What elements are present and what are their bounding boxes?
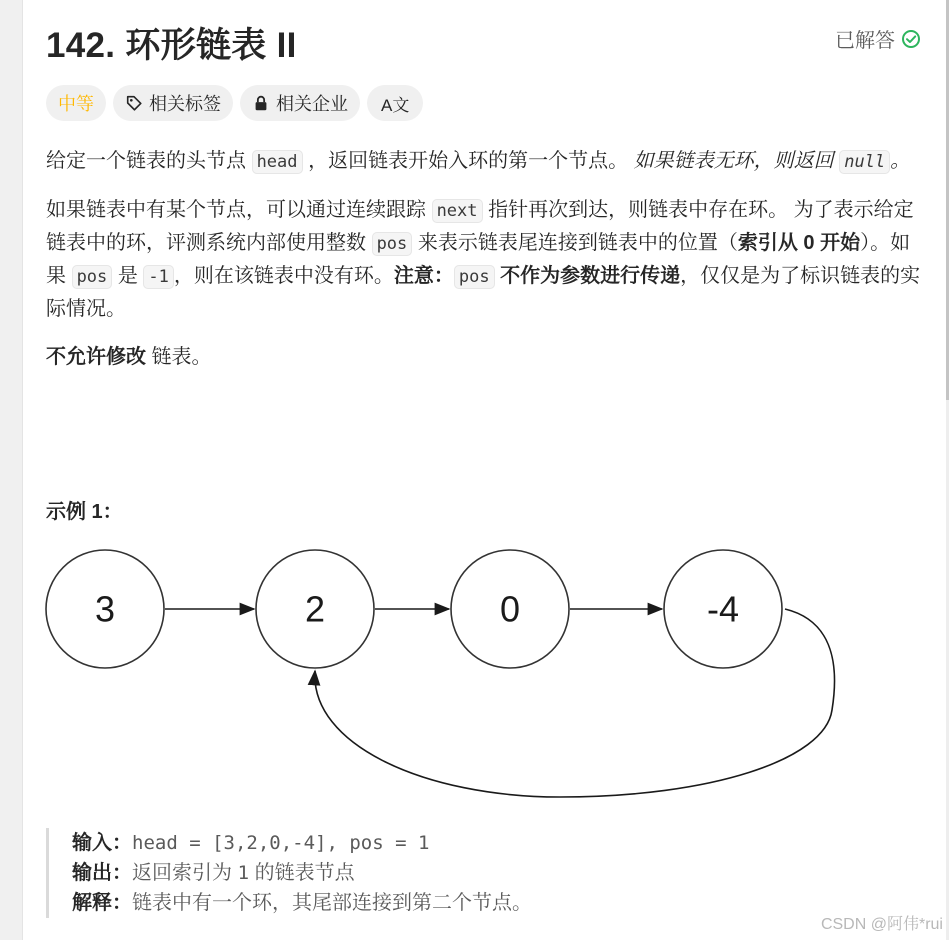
- node-label: 3: [94, 588, 116, 630]
- inline-code: -1: [143, 265, 173, 289]
- tag-bar: [46, 85, 423, 121]
- example-input-row: [72, 828, 532, 858]
- input-label: 输入：: [72, 832, 132, 854]
- bold-text: 不允许修改: [46, 346, 146, 368]
- text: 是: [112, 265, 144, 287]
- output-code: 1: [237, 862, 250, 884]
- node-label: -4: [706, 588, 740, 630]
- description-paragraph-2: [46, 194, 926, 325]
- watermark: CSDN @阿伟*rui: [820, 916, 943, 933]
- tag-icon: [125, 94, 143, 112]
- left-panel-edge: [0, 0, 23, 940]
- text: 来表示链表尾连接到链表中的位置（: [412, 232, 738, 254]
- example-title: 示例 1：: [46, 501, 123, 523]
- output-label: 输出：: [72, 862, 132, 884]
- bold-text: 注意：: [393, 265, 454, 287]
- related-companies-label: 相关企业: [276, 94, 348, 114]
- text: 给定一个链表的头节点: [46, 150, 252, 172]
- node-label: 2: [304, 588, 326, 630]
- description-paragraph-3: [46, 341, 926, 373]
- inline-code: pos: [72, 265, 113, 289]
- bold-text: 索引从 0 开始: [737, 232, 861, 254]
- inline-code: pos: [372, 232, 413, 256]
- inline-code: pos: [454, 265, 495, 289]
- input-value: head = [3,2,0,-4], pos = 1: [132, 832, 430, 854]
- example-explanation-row: [72, 888, 532, 918]
- explanation-value: 链表中有一个环，其尾部连接到第二个节点。: [132, 892, 532, 914]
- output-text: 的链表节点: [249, 862, 355, 884]
- problem-title: 142. 环形链表 II: [46, 26, 297, 65]
- text: ，则在该链表中没有环。: [173, 265, 394, 287]
- linked-list-diagram: [40, 545, 850, 815]
- text: 指针再次到达，则链表中存在环。 为了表示给定链表中的环，评测系统内部使用整数: [46, 199, 914, 254]
- output-text: 返回索引为: [132, 862, 238, 884]
- check-circle-icon: [901, 29, 921, 49]
- related-topics-button[interactable]: [113, 85, 233, 121]
- bold-text: 不作为参数进行传递: [494, 265, 681, 287]
- inline-code: head: [252, 150, 303, 174]
- solved-label: 已解答: [835, 30, 895, 52]
- difficulty-label: 中等: [58, 94, 94, 114]
- example-block: [46, 828, 532, 918]
- difficulty-badge: [46, 85, 106, 121]
- related-companies-button[interactable]: [240, 85, 360, 121]
- italic-text: 如果链表无环，则返回: [628, 150, 840, 172]
- related-topics-label: 相关标签: [149, 94, 221, 114]
- solved-status: [835, 24, 921, 53]
- text: ，仅仅是为了标识链表的实际情况。: [46, 265, 921, 320]
- description-paragraph-1: [46, 145, 926, 178]
- translate-icon: A文: [381, 95, 410, 115]
- italic-text: 。: [890, 150, 911, 172]
- problem-description: [46, 145, 926, 373]
- text: 链表。: [146, 346, 212, 368]
- translate-button[interactable]: [367, 85, 423, 121]
- inline-code: next: [432, 199, 483, 223]
- explanation-label: 解释：: [72, 892, 132, 914]
- text: ）。如果: [46, 232, 911, 287]
- text: ，返回链表开始入环的第一个节点。: [302, 150, 629, 172]
- example-output-row: [72, 858, 532, 888]
- text: 如果链表中有某个节点，可以通过连续跟踪: [46, 199, 432, 221]
- inline-code: null: [839, 150, 890, 174]
- lock-icon: [252, 94, 270, 112]
- node-label: 0: [499, 588, 521, 630]
